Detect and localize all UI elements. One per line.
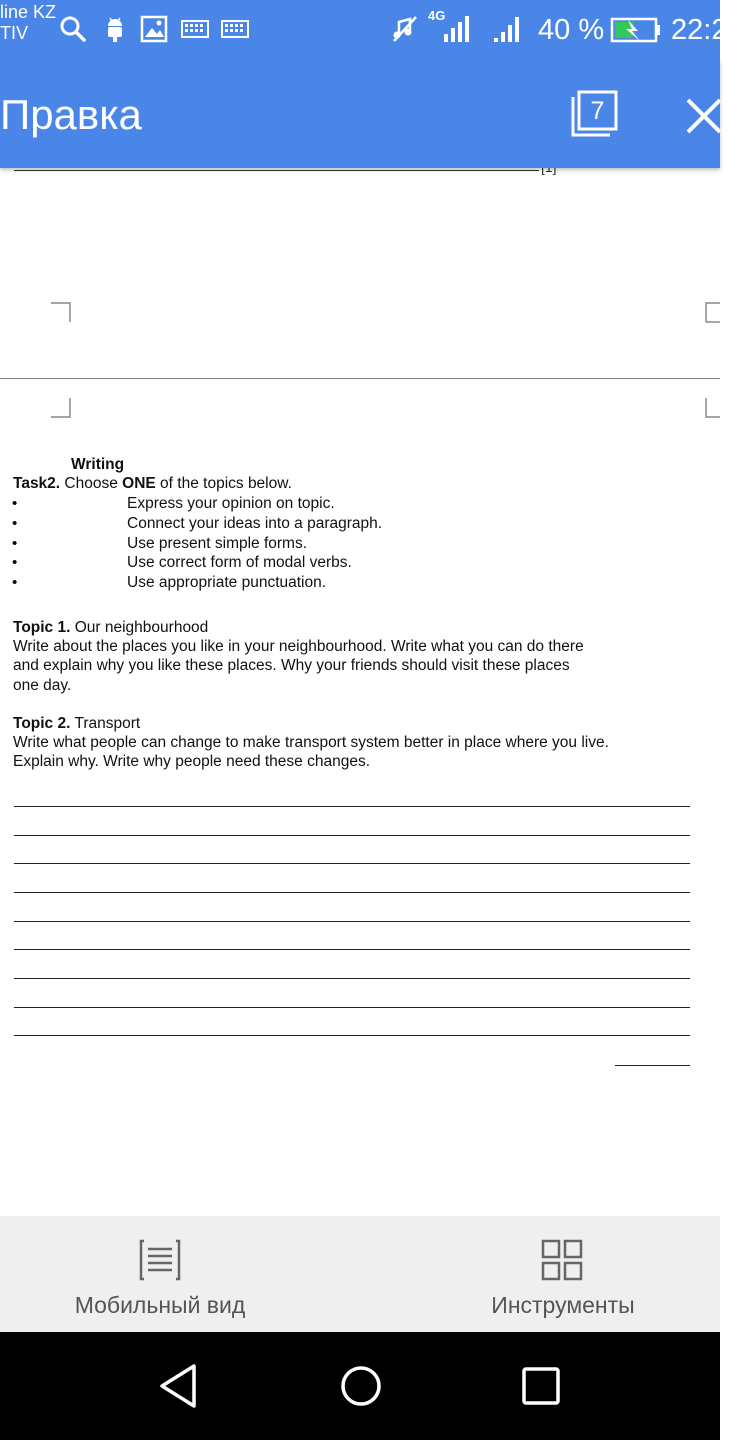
answer-line xyxy=(14,949,690,950)
answer-line xyxy=(14,1007,690,1008)
topic-1-heading: Topic 1. Our neighbourhood xyxy=(13,619,209,636)
topic-1-text: and explain why you like these places. Why your friends should visit these places xyxy=(13,657,570,674)
system-nav-bar xyxy=(0,1332,720,1440)
crop-mark-icon xyxy=(705,302,725,322)
list-item: Connect your ideas into a paragraph. xyxy=(127,515,383,532)
app-bar-title: Правка xyxy=(0,91,142,138)
recents-icon[interactable] xyxy=(517,1362,565,1410)
answer-line xyxy=(14,978,690,979)
document-viewer[interactable] xyxy=(0,168,720,1216)
bullet-marker: • xyxy=(12,554,18,571)
page-count: 7 xyxy=(590,97,605,125)
topic-1-text: Write about the places you like in your neighbourhood. Write what you can do there xyxy=(13,638,584,655)
mute-icon xyxy=(390,14,420,44)
answer-line xyxy=(14,863,690,864)
tools-label: Инструменты xyxy=(491,1292,635,1318)
page-separator xyxy=(0,378,720,379)
answer-line xyxy=(14,892,690,893)
tools-button[interactable] xyxy=(383,1216,743,1332)
bullet-marker: • xyxy=(12,495,18,512)
task-instruction: Task2. Choose ONE of the topics below. xyxy=(13,475,292,492)
clock: 22:2 xyxy=(671,14,728,46)
score-line xyxy=(615,1065,690,1066)
signal-icon xyxy=(440,14,470,44)
mobile-view-label: Мобильный вид xyxy=(74,1292,246,1318)
battery-charging-icon xyxy=(610,16,662,44)
topic-2-text: Explain why. Write why people need these changes. xyxy=(13,753,370,770)
bullet-marker: • xyxy=(12,535,18,552)
list-item: Use present simple forms. xyxy=(127,535,308,552)
crop-mark-icon xyxy=(705,398,725,418)
keyboard-icon xyxy=(180,14,210,44)
mobile-view-icon xyxy=(138,1238,182,1282)
search-icon xyxy=(58,14,88,44)
signal-icon xyxy=(492,14,522,44)
bullet-marker: • xyxy=(12,574,18,591)
answer-line xyxy=(14,921,690,922)
section-heading: Writing xyxy=(71,456,125,473)
list-item: Express your opinion on topic. xyxy=(127,495,335,512)
answer-line xyxy=(14,806,690,807)
tools-icon xyxy=(540,1238,584,1282)
mobile-view-button[interactable] xyxy=(0,1216,340,1332)
pages-button[interactable] xyxy=(570,89,620,139)
close-icon[interactable] xyxy=(684,96,724,136)
topic-1-text: one day. xyxy=(13,677,72,694)
list-item: Use appropriate punctuation. xyxy=(127,574,327,591)
image-icon xyxy=(139,14,169,44)
answer-line xyxy=(14,170,539,171)
answer-line xyxy=(14,1035,690,1036)
battery-percent: 40 % xyxy=(538,14,605,46)
topic-2-heading: Topic 2. Transport xyxy=(13,715,141,732)
answer-line xyxy=(14,835,690,836)
topic-2-text: Write what people can change to make transport system better in place where you live. xyxy=(13,734,609,751)
carrier-name: line KZ TIV xyxy=(0,2,57,43)
home-icon[interactable] xyxy=(337,1362,385,1410)
bullet-marker: • xyxy=(12,515,18,532)
android-icon xyxy=(100,14,130,44)
list-item: Use correct form of modal verbs. xyxy=(127,554,352,571)
keyboard-icon xyxy=(220,14,250,44)
status-bar xyxy=(0,0,728,60)
crop-mark-icon xyxy=(51,302,71,322)
back-icon[interactable] xyxy=(156,1362,204,1410)
app-bar xyxy=(0,60,720,168)
crop-mark-icon xyxy=(51,398,71,418)
network-type: 4G xyxy=(428,8,446,23)
bottom-toolbar xyxy=(0,1216,720,1332)
